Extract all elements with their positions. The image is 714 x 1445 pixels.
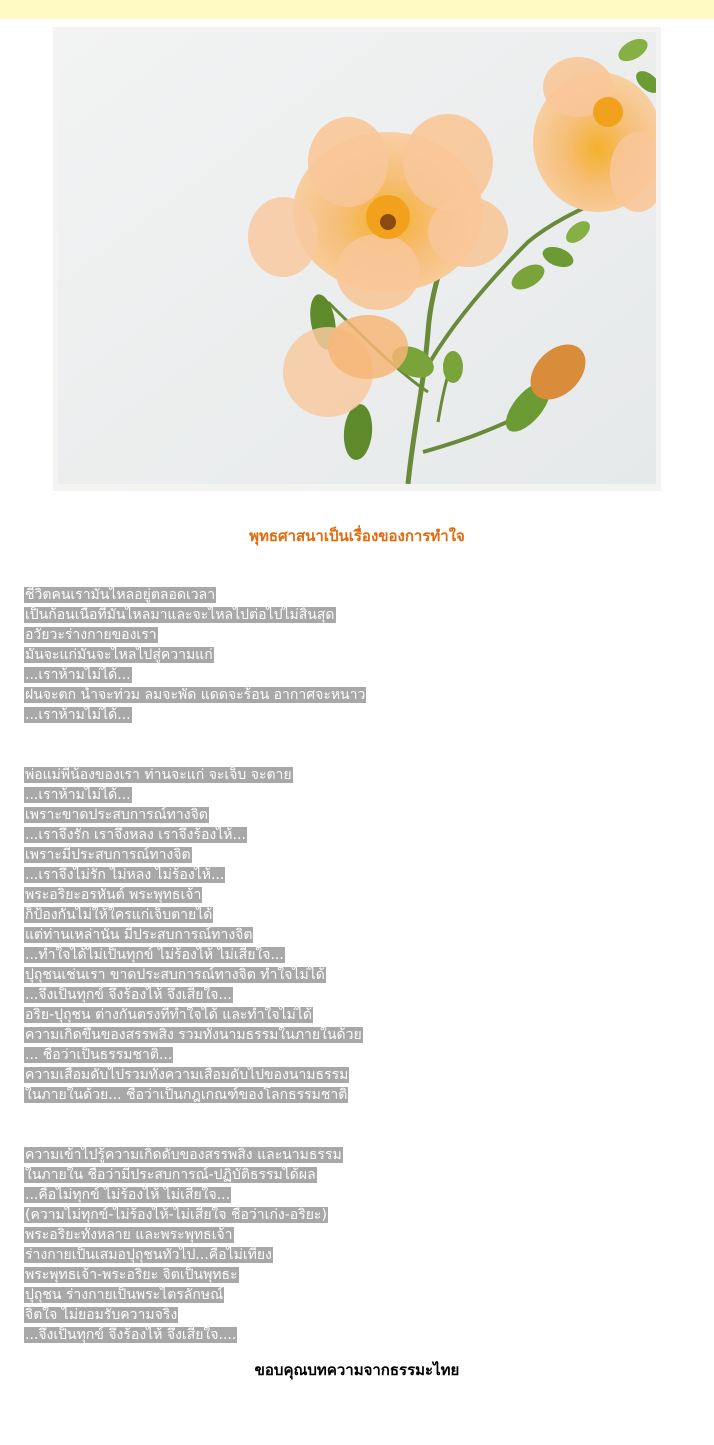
poem-line: ...เราจึงรัก เราจึงหลง เราจึงร้องไห้... (25, 827, 246, 843)
poem-line: ในภายในด้วย... ชื่อว่าเป็นกฎเกณฑ์ของโลกธรรมชาติ (25, 1087, 348, 1103)
poem-line: แต่ท่านเหล่านั้น มีประสบการณ์ทางจิต (25, 927, 253, 943)
poem-line: ...ทำใจได้ไม่เป็นทุกข์ ไม่ร้องไห้ ไม่เสียใจ... (25, 947, 284, 963)
poem-line: ...เราห้ามไม่ได้... (25, 707, 131, 723)
poem-line: อวัยวะร่างกายของเรา (25, 627, 157, 643)
stanza-3 (24, 1145, 704, 1345)
poem-line: ...จึงเป็นทุกข์ จึงร้องไห้ จึงเสียใจ.... (25, 1327, 237, 1343)
stanza-2 (24, 765, 704, 1105)
poem-line: อริย-ปุถุชน ต่างกันตรงที่ทำใจได้ และทำใจไม่ได้ (25, 1007, 312, 1023)
poem-line: พระอริยะอรหันต์ พระพุทธเจ้า (25, 887, 202, 903)
photo-frame (53, 27, 661, 491)
poem-line: พระอริยะทั้งหลาย และพระพุทธเจ้า (25, 1227, 233, 1243)
flowers-photo (58, 32, 656, 484)
poem-line: ...เราห้ามไม่ได้... (25, 667, 131, 683)
poem-line: ชีวิตคนเรามันไหลอยู่ตลอดเวลา (25, 587, 216, 603)
poem-line: ความเกิดขึ้นของสรรพสิ่ง รวมทั้งนามธรรมในภายในด้วย (25, 1027, 362, 1043)
poem-line: ร่างกายเป็นเสมอปุถุชนทั่วไป...คือไม่เที่ยง (25, 1247, 272, 1263)
poem-line: ...เราจึงไม่รัก ไม่หลง ไม่ร้องไห้... (25, 867, 225, 883)
poem-line: มันจะแก่มันจะไหลไปสู่ความแก่ (25, 647, 213, 663)
poem-line: ก็ป้องกันไม่ให้ใครแก่เจ็บตายได้ (25, 907, 213, 923)
poem-line: จิตใจ ไม่ยอมรับความจริง (25, 1307, 178, 1323)
credit-line: ขอบคุณบทความจากธรรมะไทย (254, 1361, 460, 1379)
poem-line: ปุถุชนเช่นเรา ขาดประสบการณ์ทางจิต ทำใจไม่ได้ (25, 967, 325, 983)
poem-line: พระพุทธเจ้า-พระอริยะ จิตเป็นพุทธะ (25, 1267, 238, 1283)
poem-line: ความเข้าไปรู้ความเกิดดับของสรรพสิ่ง และนามธรรม (25, 1147, 342, 1163)
poem-line: ...จึงเป็นทุกข์ จึงร้องไห้ จึงเสียใจ... (25, 987, 232, 1003)
poem-line: (ความไม่ทุกข์-ไม่ร้องไห้-ไม่เสียใจ ชื่อว่าเก่ง-อริยะ) (25, 1207, 327, 1223)
poem-line: ...คือไม่ทุกข์ ไม่ร้องไห้ ไม่เสียใจ... (25, 1187, 231, 1203)
poem-line: เป็นก้อนเนื้อที่มันไหลมาและจะไหลไปต่อไปไม่สิ้นสุด (25, 607, 335, 623)
poem-line: เพราะมีประสบการณ์ทางจิต (25, 847, 191, 863)
stanza-1 (24, 585, 704, 725)
poem-line: ปุถุชน ร่างกายเป็นพระไตรลักษณ์ (25, 1287, 224, 1303)
article-title: พุทธศาสนาเป็นเรื่องของการทำใจ (249, 527, 465, 545)
poem-line: เพราะขาดประสบการณ์ทางจิต (25, 807, 208, 823)
poem-line: ...เราห้ามไม่ได้... (25, 787, 131, 803)
poem-line: ... ชื่อว่าเป็นธรรมชาติ... (25, 1047, 173, 1063)
top-banner-strip (0, 0, 714, 19)
poem-body (24, 585, 704, 1385)
poem-line: ความเสื่อมดับไปรวมทั้งความเสื่อมดับไปของนามธรรม (25, 1067, 349, 1083)
poem-line: ในภายใน ชื่อว่ามีประสบการณ์-ปฏิบัติธรรมได้ผล (25, 1167, 316, 1183)
poem-line: ฝนจะตก น้ำจะท่วม ลมจะพัด แดดจะร้อน อากาศจะหนาว (25, 687, 366, 703)
poem-line: พ่อแม่พี่น้องของเรา ท่านจะแก่ จะเจ็บ จะตาย (25, 767, 292, 783)
